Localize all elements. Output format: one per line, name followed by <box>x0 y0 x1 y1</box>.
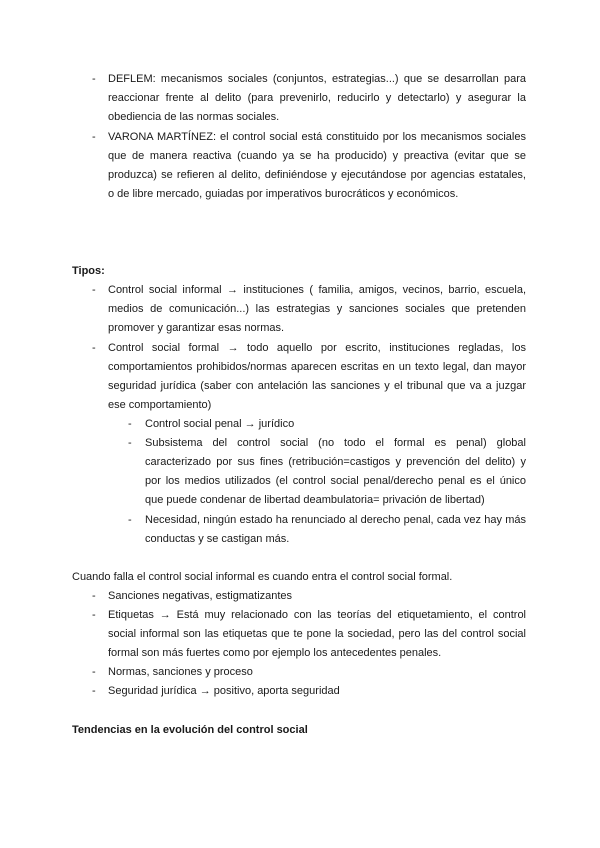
list-bullet: - <box>92 342 96 354</box>
list-item-line: que de manera reactiva (cuando ya se ha producido) y preactiva (evitar que se <box>108 150 526 162</box>
list-item-line: obediencia de las normas sociales. <box>108 111 280 123</box>
list-item-line: social informal son las etiquetas que te pone la sociedad, pero las del control social <box>108 628 526 640</box>
list-bullet: - <box>92 284 96 296</box>
list-item-line: o de libre mercado, guiadas por imperativos burocráticos y económicos. <box>108 188 459 200</box>
list-item-line: Normas, sanciones y proceso <box>108 666 253 678</box>
list-item-line: promover y garantizar esas normas. <box>108 322 285 334</box>
list-item-line: Seguridad jurídica → positivo, aporta seguridad <box>108 685 340 697</box>
list-item-line: Control social formal → todo aquello por escrito, instituciones regladas, los <box>108 342 526 354</box>
sublist-item-line: caracterizado por sus fines (retribución=castigos y prevención del delito) y <box>145 456 526 468</box>
list-bullet: - <box>92 609 96 621</box>
list-item-line: Sanciones negativas, estigmatizantes <box>108 590 293 602</box>
list-item-line: DEFLEM: mecanismos sociales (conjuntos, estrategias...) que se desarrollan para <box>108 73 526 85</box>
list-item-line: seguridad jurídica (saber con antelación las sanciones y el tribunal que va a juzgar <box>108 380 526 392</box>
list-bullet: - <box>92 73 96 85</box>
list-item-line: produzca) se refieren al delito, definiéndose y ejecutándose por agencias estatales, <box>108 169 526 181</box>
section-heading-tipos: Tipos: <box>72 265 105 277</box>
sublist-bullet: - <box>128 514 132 526</box>
sublist-bullet: - <box>128 418 132 430</box>
paragraph-intro: Cuando falla el control social informal es cuando entra el control social formal. <box>72 571 453 583</box>
sublist-item-line: por los medios utilizados (el control social penal/derecho penal es el único <box>145 475 526 487</box>
section-heading-tendencias: Tendencias en la evolución del control social <box>72 724 308 736</box>
sublist-item-line: Necesidad, ningún estado ha renunciado al derecho penal, cada vez hay más <box>145 514 526 526</box>
list-bullet: - <box>92 590 96 602</box>
list-item-line: medios de comunicación...) las estrategias y sanciones sociales que pretenden <box>108 303 526 315</box>
list-item-line: Control social informal → instituciones ( familia, amigos, vecinos, barrio, escuela, <box>108 284 526 296</box>
list-item-line: comportamientos prohibidos/normas aparecen escritas en un texto legal, dan mayor <box>108 361 526 373</box>
sublist-item-line: Control social penal → jurídico <box>145 418 295 430</box>
sublist-item-line: que puede condenar de libertad deambulatoria= privación de libertad) <box>145 494 485 506</box>
list-item-line: ese comportamiento) <box>108 399 212 411</box>
sublist-item-line: conductas y se castigan más. <box>145 533 290 545</box>
list-item-line: formal son más fuertes como por ejemplo los antecedentes penales. <box>108 647 442 659</box>
list-item-line: reaccionar frente al delito (para prevenirlo, reducirlo y detectarlo) y asegurar la <box>108 92 526 104</box>
list-bullet: - <box>92 666 96 678</box>
list-item-line: VARONA MARTÍNEZ: el control social está constituido por los mecanismos sociales <box>108 131 526 143</box>
list-item-line: Etiquetas → Está muy relacionado con las teorías del etiquetamiento, el control <box>108 609 526 621</box>
list-bullet: - <box>92 685 96 697</box>
sublist-item-line: Subsistema del control social (no todo el formal es penal) global <box>145 437 526 449</box>
list-bullet: - <box>92 131 96 143</box>
sublist-bullet: - <box>128 437 132 449</box>
